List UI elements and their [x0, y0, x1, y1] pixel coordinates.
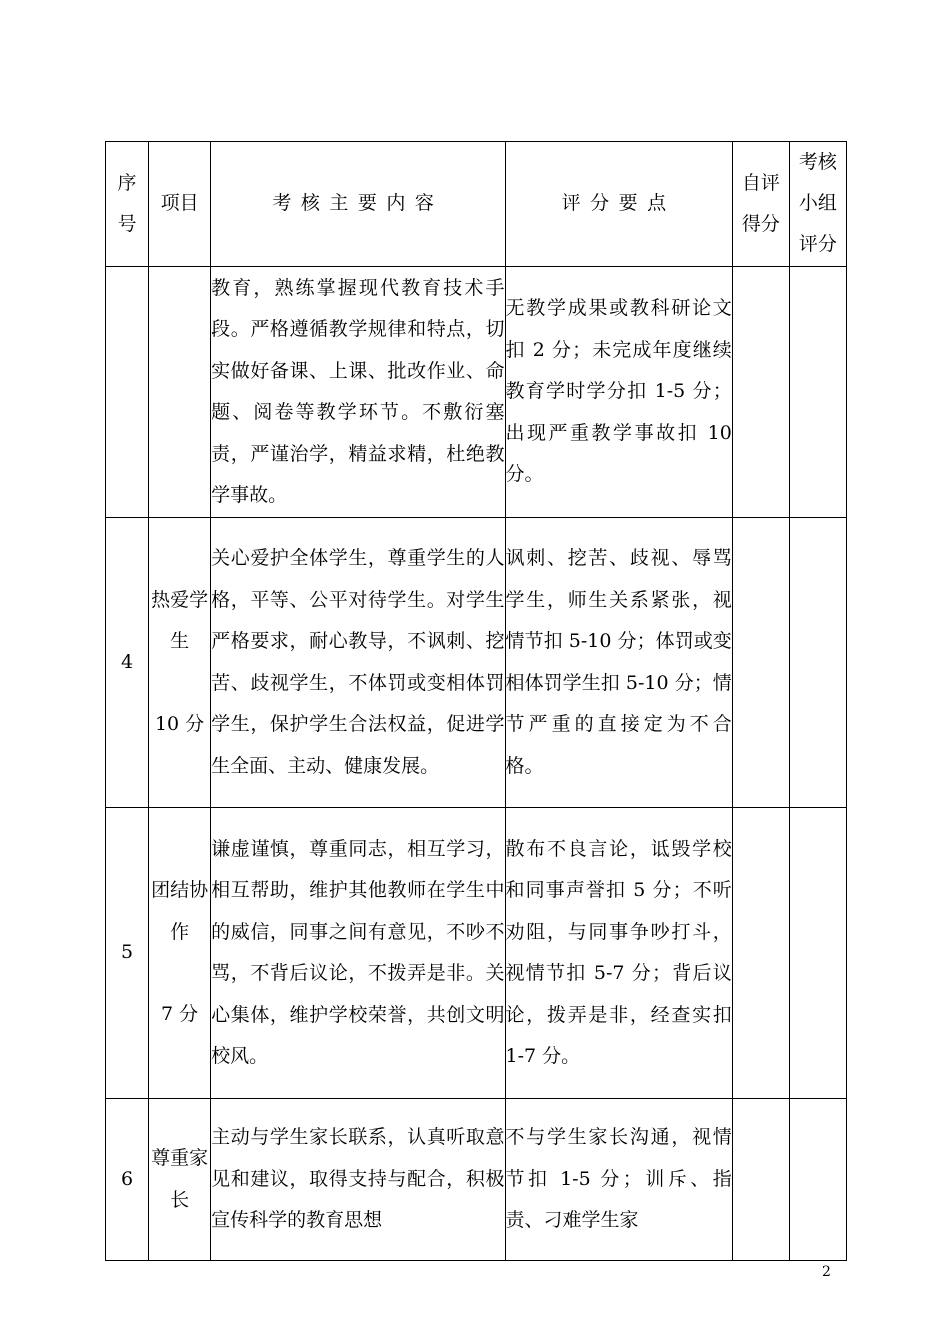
header-group-line-2: 小组 [798, 192, 837, 215]
row-self-score-cell[interactable] [732, 267, 789, 518]
row-item-score: 10 分 [154, 712, 205, 735]
row-points: 不与学生家长沟通，视情节扣 1-5 分；训斥、指责、刁难学生家 [505, 1099, 732, 1261]
row-item-score: 7 分 [161, 1003, 199, 1026]
row-item-name: 热爱学生 [151, 588, 209, 653]
row-content: 谦虚谨慎，尊重同志，相互学习，相互帮助，维护其他教师在学生中的威信，同事之间有意见，不吵不骂，不背后议论，不拨弄是非。关心集体，维护学校荣誉，共创文明校风。 [211, 808, 505, 1099]
row-seq: 6 [106, 1099, 149, 1261]
row-content: 主动与学生家长联系，认真听取意见和建议，取得支持与配合，积极宣传科学的教育思想 [211, 1099, 505, 1261]
table-row [106, 267, 847, 518]
table-row [106, 518, 847, 808]
row-item-name: 团结协作 [151, 879, 209, 943]
header-row [106, 142, 847, 267]
assessment-table [105, 141, 847, 1261]
row-seq: 5 [106, 808, 149, 1099]
header-group-line-1: 考核 [798, 151, 837, 174]
header-self-score [732, 142, 789, 267]
row-group-score-cell[interactable] [789, 267, 846, 518]
header-item: 项目 [149, 142, 211, 267]
header-seq-line-1: 序 [117, 171, 137, 194]
row-self-score-cell[interactable] [732, 1099, 789, 1261]
header-group-line-3: 评分 [798, 233, 837, 256]
header-seq [106, 142, 149, 267]
row-self-score-cell[interactable] [732, 518, 789, 808]
row-item [149, 267, 211, 518]
row-points: 讽刺、挖苦、歧视、辱骂学生，师生关系紧张，视情节扣 5-10 分；体罚或变相体罚学生扣 5-10 分；情节严重的直接定为不合格。 [505, 518, 732, 808]
row-content: 关心爱护全体学生，尊重学生的人格，平等、公平对待学生。对学生严格要求，耐心教导，不讽刺、挖苦、歧视学生，不体罚或变相体罚学生，保护学生合法权益，促进学生全面、主动、健康发展。 [211, 518, 505, 808]
row-points: 散布不良言论，诋毁学校和同事声誉扣 5 分；不听劝阻，与同事争吵打斗，视情节扣 5-7 分；背后议论，拨弄是非，经查实扣 1-7 分。 [505, 808, 732, 1099]
row-item [149, 1099, 211, 1261]
header-seq-line-2: 号 [117, 212, 137, 235]
header-self-line-2: 得分 [741, 212, 780, 235]
page-number: 2 [822, 1264, 831, 1280]
header-content: 考核主要内容 [211, 142, 505, 267]
row-item [149, 808, 211, 1099]
table-row [106, 1099, 847, 1261]
table-row [106, 808, 847, 1099]
header-self-line-1: 自评 [741, 171, 780, 194]
row-seq: 4 [106, 518, 149, 808]
header-points: 评分要点 [505, 142, 732, 267]
row-group-score-cell[interactable] [789, 518, 846, 808]
row-self-score-cell[interactable] [732, 808, 789, 1099]
row-item-name: 尊重家长 [151, 1147, 209, 1211]
row-group-score-cell[interactable] [789, 1099, 846, 1261]
row-seq [106, 267, 149, 518]
row-group-score-cell[interactable] [789, 808, 846, 1099]
row-content: 教育，熟练掌握现代教育技术手段。严格遵循教学规律和特点，切实做好备课、上课、批改作业、命题、阅卷等教学环节。不敷衍塞责，严谨治学，精益求精，杜绝教学事故。 [211, 267, 505, 518]
row-points: 无教学成果或教科研论文扣 2 分；未完成年度继续教育学时学分扣 1-5 分；出现严重教学事故扣 10 分。 [505, 267, 732, 518]
row-item [149, 518, 211, 808]
header-group-score [789, 142, 846, 267]
